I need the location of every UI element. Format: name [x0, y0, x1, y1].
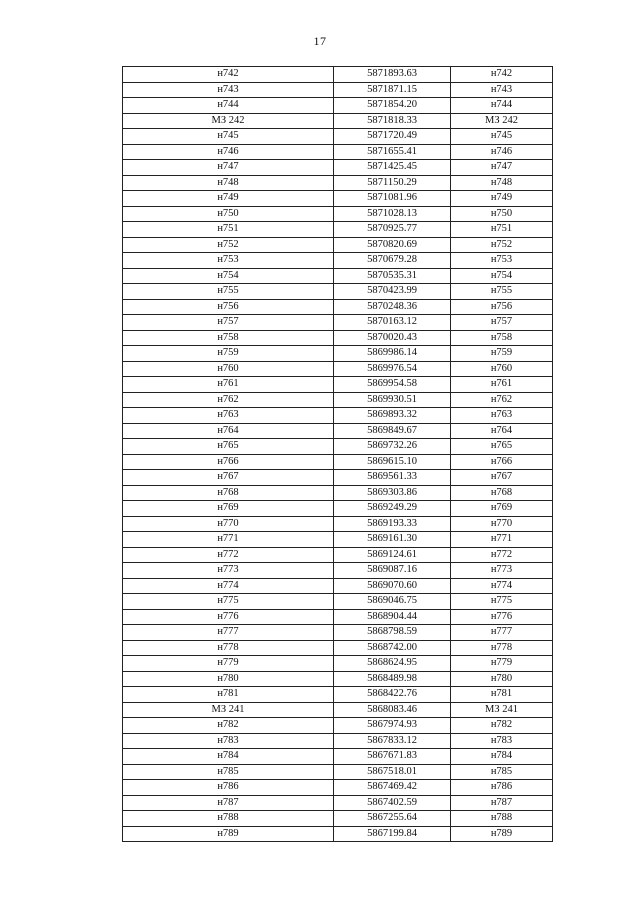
table-row	[123, 795, 553, 811]
coordinate-cell: 5867255.64	[334, 811, 451, 827]
coordinate-cell: 5869303.86	[334, 485, 451, 501]
coordinate-cell: 5867974.93	[334, 718, 451, 734]
point-ref-cell: н786	[451, 780, 553, 796]
table-row	[123, 408, 553, 424]
coordinate-cell: 5869615.10	[334, 454, 451, 470]
point-ref-cell: н742	[451, 67, 553, 83]
point-name-cell: н742	[123, 67, 334, 83]
point-name-cell: н776	[123, 609, 334, 625]
point-name-cell: н789	[123, 826, 334, 842]
point-ref-cell: н767	[451, 470, 553, 486]
point-name-cell: н783	[123, 733, 334, 749]
table-row	[123, 377, 553, 393]
table-row	[123, 439, 553, 455]
table-row	[123, 532, 553, 548]
point-ref-cell: н745	[451, 129, 553, 145]
point-name-cell: МЗ 241	[123, 702, 334, 718]
coordinate-cell: 5867402.59	[334, 795, 451, 811]
table-row	[123, 671, 553, 687]
coordinates-table	[122, 66, 553, 842]
coordinate-cell: 5869161.30	[334, 532, 451, 548]
point-name-cell: н749	[123, 191, 334, 207]
point-ref-cell: н749	[451, 191, 553, 207]
point-ref-cell: н744	[451, 98, 553, 114]
point-name-cell: н777	[123, 625, 334, 641]
table-row	[123, 764, 553, 780]
point-ref-cell: н754	[451, 268, 553, 284]
table-row	[123, 191, 553, 207]
coordinate-cell: 5869249.29	[334, 501, 451, 517]
point-name-cell: н784	[123, 749, 334, 765]
point-name-cell: н778	[123, 640, 334, 656]
table-row	[123, 237, 553, 253]
coordinate-cell: 5871818.33	[334, 113, 451, 129]
coordinate-cell: 5867833.12	[334, 733, 451, 749]
point-name-cell: н761	[123, 377, 334, 393]
coordinate-cell: 5870020.43	[334, 330, 451, 346]
point-name-cell: н786	[123, 780, 334, 796]
point-name-cell: н769	[123, 501, 334, 517]
coordinate-cell: 5869954.58	[334, 377, 451, 393]
point-ref-cell: н760	[451, 361, 553, 377]
point-name-cell: н785	[123, 764, 334, 780]
coordinate-cell: 5869986.14	[334, 346, 451, 362]
point-ref-cell: н750	[451, 206, 553, 222]
point-ref-cell: н756	[451, 299, 553, 315]
table-row	[123, 563, 553, 579]
coordinate-cell: 5871150.29	[334, 175, 451, 191]
point-name-cell: н781	[123, 687, 334, 703]
table-row	[123, 67, 553, 83]
point-name-cell: н752	[123, 237, 334, 253]
table-row	[123, 501, 553, 517]
point-name-cell: н757	[123, 315, 334, 331]
table-row	[123, 547, 553, 563]
table-row	[123, 113, 553, 129]
coordinate-cell: 5869087.16	[334, 563, 451, 579]
table-row	[123, 470, 553, 486]
point-ref-cell: н763	[451, 408, 553, 424]
point-ref-cell: н784	[451, 749, 553, 765]
table-row	[123, 299, 553, 315]
table-row	[123, 160, 553, 176]
point-ref-cell: н769	[451, 501, 553, 517]
table-row	[123, 284, 553, 300]
point-ref-cell: н757	[451, 315, 553, 331]
point-ref-cell: н768	[451, 485, 553, 501]
table-row	[123, 175, 553, 191]
point-ref-cell: н777	[451, 625, 553, 641]
table-row	[123, 129, 553, 145]
coordinate-cell: 5867671.83	[334, 749, 451, 765]
point-name-cell: н764	[123, 423, 334, 439]
coordinate-cell: 5871893.63	[334, 67, 451, 83]
table-row	[123, 656, 553, 672]
point-ref-cell: н789	[451, 826, 553, 842]
table-row	[123, 330, 553, 346]
point-name-cell: н754	[123, 268, 334, 284]
coordinate-cell: 5871081.96	[334, 191, 451, 207]
point-name-cell: н779	[123, 656, 334, 672]
table-row	[123, 594, 553, 610]
point-ref-cell: н764	[451, 423, 553, 439]
point-ref-cell: н775	[451, 594, 553, 610]
point-name-cell: н743	[123, 82, 334, 98]
point-ref-cell: н787	[451, 795, 553, 811]
point-ref-cell: н779	[451, 656, 553, 672]
coordinate-cell: 5869732.26	[334, 439, 451, 455]
point-ref-cell: н778	[451, 640, 553, 656]
table-row	[123, 780, 553, 796]
point-ref-cell: н780	[451, 671, 553, 687]
coordinate-cell: 5870925.77	[334, 222, 451, 238]
point-name-cell: н775	[123, 594, 334, 610]
point-ref-cell: н758	[451, 330, 553, 346]
point-name-cell: МЗ 242	[123, 113, 334, 129]
coordinate-cell: 5871720.49	[334, 129, 451, 145]
table-row	[123, 268, 553, 284]
point-name-cell: н770	[123, 516, 334, 532]
point-ref-cell: н766	[451, 454, 553, 470]
coordinate-cell: 5869849.67	[334, 423, 451, 439]
coordinate-cell: 5870163.12	[334, 315, 451, 331]
coordinate-cell: 5869046.75	[334, 594, 451, 610]
point-name-cell: н771	[123, 532, 334, 548]
coordinate-cell: 5868742.00	[334, 640, 451, 656]
point-ref-cell: н747	[451, 160, 553, 176]
point-name-cell: н760	[123, 361, 334, 377]
point-ref-cell: н771	[451, 532, 553, 548]
table-row	[123, 609, 553, 625]
point-ref-cell: н785	[451, 764, 553, 780]
point-ref-cell: н748	[451, 175, 553, 191]
coordinate-cell: 5871028.13	[334, 206, 451, 222]
point-ref-cell: н788	[451, 811, 553, 827]
point-ref-cell: н774	[451, 578, 553, 594]
table-row	[123, 392, 553, 408]
coordinate-cell: 5868624.95	[334, 656, 451, 672]
coordinate-cell: 5868904.44	[334, 609, 451, 625]
coordinates-table-body	[123, 67, 553, 842]
point-ref-cell: н783	[451, 733, 553, 749]
table-row	[123, 346, 553, 362]
coordinate-cell: 5869561.33	[334, 470, 451, 486]
point-name-cell: н768	[123, 485, 334, 501]
point-name-cell: н753	[123, 253, 334, 269]
coordinate-cell: 5869930.51	[334, 392, 451, 408]
point-name-cell: н773	[123, 563, 334, 579]
table-row	[123, 423, 553, 439]
point-ref-cell: н781	[451, 687, 553, 703]
table-row	[123, 315, 553, 331]
table-row	[123, 625, 553, 641]
coordinate-cell: 5871425.45	[334, 160, 451, 176]
point-ref-cell: н761	[451, 377, 553, 393]
point-ref-cell: н751	[451, 222, 553, 238]
coordinate-cell: 5867469.42	[334, 780, 451, 796]
point-name-cell: н758	[123, 330, 334, 346]
point-name-cell: н767	[123, 470, 334, 486]
coordinate-cell: 5868489.98	[334, 671, 451, 687]
coordinate-cell: 5869976.54	[334, 361, 451, 377]
point-ref-cell: н755	[451, 284, 553, 300]
point-ref-cell: МЗ 241	[451, 702, 553, 718]
coordinate-cell: 5869124.61	[334, 547, 451, 563]
point-ref-cell: н753	[451, 253, 553, 269]
point-name-cell: н755	[123, 284, 334, 300]
table-row	[123, 222, 553, 238]
point-ref-cell: н772	[451, 547, 553, 563]
point-ref-cell: н759	[451, 346, 553, 362]
point-name-cell: н763	[123, 408, 334, 424]
coordinate-cell: 5869193.33	[334, 516, 451, 532]
table-row	[123, 718, 553, 734]
point-ref-cell: н782	[451, 718, 553, 734]
point-ref-cell: н762	[451, 392, 553, 408]
point-ref-cell: н752	[451, 237, 553, 253]
coordinate-cell: 5868422.76	[334, 687, 451, 703]
point-name-cell: н751	[123, 222, 334, 238]
coordinate-cell: 5868798.59	[334, 625, 451, 641]
point-ref-cell: н765	[451, 439, 553, 455]
table-row	[123, 485, 553, 501]
point-name-cell: н772	[123, 547, 334, 563]
table-row	[123, 733, 553, 749]
table-row	[123, 454, 553, 470]
table-row	[123, 702, 553, 718]
coordinate-cell: 5870535.31	[334, 268, 451, 284]
point-name-cell: н766	[123, 454, 334, 470]
point-name-cell: н756	[123, 299, 334, 315]
point-name-cell: н748	[123, 175, 334, 191]
point-name-cell: н782	[123, 718, 334, 734]
point-name-cell: н780	[123, 671, 334, 687]
point-ref-cell: н773	[451, 563, 553, 579]
coordinate-cell: 5870820.69	[334, 237, 451, 253]
coordinate-cell: 5867199.84	[334, 826, 451, 842]
coordinate-cell: 5871854.20	[334, 98, 451, 114]
coordinate-cell: 5869893.32	[334, 408, 451, 424]
table-row	[123, 640, 553, 656]
coordinate-cell: 5870423.99	[334, 284, 451, 300]
point-name-cell: н750	[123, 206, 334, 222]
coordinate-cell: 5870679.28	[334, 253, 451, 269]
coordinate-cell: 5871655.41	[334, 144, 451, 160]
point-name-cell: н788	[123, 811, 334, 827]
point-name-cell: н787	[123, 795, 334, 811]
table-row	[123, 82, 553, 98]
coordinate-cell: 5869070.60	[334, 578, 451, 594]
point-name-cell: н745	[123, 129, 334, 145]
table-row	[123, 811, 553, 827]
point-name-cell: н747	[123, 160, 334, 176]
coordinate-cell: 5870248.36	[334, 299, 451, 315]
table-row	[123, 578, 553, 594]
point-name-cell: н746	[123, 144, 334, 160]
table-row	[123, 749, 553, 765]
coordinate-cell: 5867518.01	[334, 764, 451, 780]
point-ref-cell: н746	[451, 144, 553, 160]
table-row	[123, 253, 553, 269]
table-row	[123, 516, 553, 532]
point-ref-cell: МЗ 242	[451, 113, 553, 129]
table-row	[123, 206, 553, 222]
point-name-cell: н762	[123, 392, 334, 408]
point-ref-cell: н776	[451, 609, 553, 625]
point-name-cell: н774	[123, 578, 334, 594]
table-row	[123, 687, 553, 703]
point-name-cell: н759	[123, 346, 334, 362]
point-name-cell: н765	[123, 439, 334, 455]
table-row	[123, 361, 553, 377]
point-name-cell: н744	[123, 98, 334, 114]
table-row	[123, 144, 553, 160]
table-row	[123, 98, 553, 114]
coordinate-cell: 5868083.46	[334, 702, 451, 718]
table-row	[123, 826, 553, 842]
point-ref-cell: н770	[451, 516, 553, 532]
point-ref-cell: н743	[451, 82, 553, 98]
coordinate-cell: 5871871.15	[334, 82, 451, 98]
page-number: 17	[313, 34, 327, 48]
